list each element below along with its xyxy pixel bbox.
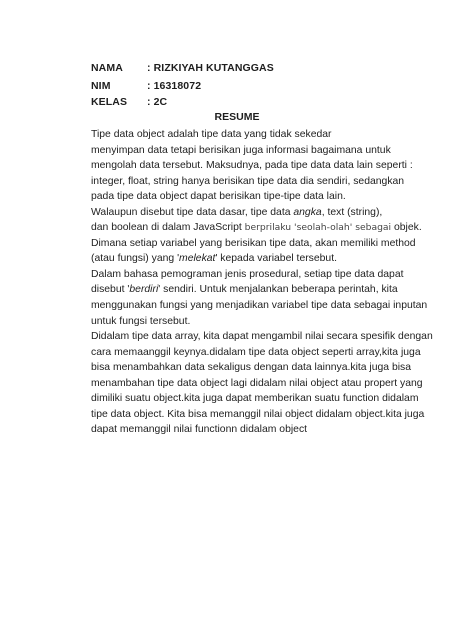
text-fragment: , text (string), xyxy=(321,206,383,218)
text-line: Dalam bahasa pemograman jenis prosedural, setiap tipe data dapat xyxy=(91,268,404,280)
text-line xyxy=(91,282,401,298)
page-title: RESUME xyxy=(214,111,260,123)
text-fragment: Walaupun disebut tipe data dasar, tipe data xyxy=(91,206,294,218)
alt-font-fragment: berprilaku 'seolah-olah' sebagai xyxy=(244,222,392,234)
kelas-value: : 2C xyxy=(147,96,168,108)
text-line: Dimana setiap variabel yang berisikan tipe data, akan memiliki method xyxy=(91,237,416,249)
text-line: untuk fungsi tersebut. xyxy=(91,315,191,327)
text-line xyxy=(91,205,401,221)
text-line: dimiliki suatu object.kita juga dapat memberikan suatu function didalam xyxy=(91,393,419,405)
nama-label: NAMA xyxy=(91,62,123,74)
text-fragment: (atau fungsi) yang ' xyxy=(91,253,180,265)
italic-word: melekat xyxy=(179,253,216,265)
text-line: menambahan tipe data object lagi didalam nilai object atau propert yang xyxy=(91,377,423,389)
italic-word: berdiri xyxy=(129,284,159,296)
text-line: mengolah data tersebut. Maksudnya, pada tipe data data lain seperti : xyxy=(91,160,413,172)
text-fragment: objek. xyxy=(391,222,422,234)
kelas-label: KELAS xyxy=(91,96,128,108)
text-fragment: disebut ' xyxy=(91,284,130,296)
text-line: dapat memanggil nilai functionn didalam object xyxy=(91,424,308,436)
text-line: menggunakan fungsi yang menjadikan variabel tipe data sebagai inputan xyxy=(91,300,428,312)
text-line: Tipe data object adalah tipe data yang tidak sekedar xyxy=(91,129,332,140)
text-line: tipe data object. Kita bisa memanggil nilai object didalam object.kita juga xyxy=(91,408,425,420)
italic-word: angka xyxy=(293,206,322,218)
text-line: cara memaanggil keynya.didalam tipe data object seperti array,kita juga xyxy=(91,346,421,358)
text-line: pada tipe data object dapat berisikan tipe-tipe data lain. xyxy=(91,191,346,203)
text-line: menyimpan data tetapi berisikan juga informasi bagaimana untuk xyxy=(91,144,391,156)
text-line xyxy=(91,251,401,267)
text-line: integer, float, string hanya berisikan tipe data dia sendiri, sedangkan xyxy=(91,175,405,187)
text-line: Didalam tipe data array, kita dapat mengambil nilai secara spesifik dengan xyxy=(91,331,433,343)
resume-body xyxy=(91,127,433,438)
text-fragment: ' kepada variabel tersebut. xyxy=(215,253,337,265)
text-line: bisa menambahkan data sekaligus dengan data lainnya.kita juga bisa xyxy=(91,362,412,374)
nim-label: NIM xyxy=(91,80,111,92)
text-fragment: dan boolean di dalam JavaScript xyxy=(91,222,245,234)
text-line xyxy=(91,220,422,236)
nama-value: : RIZKIYAH KUTANGGAS xyxy=(147,62,274,74)
text-fragment: ' sendiri. Untuk menjalankan beberapa perintah, kita xyxy=(158,284,398,296)
nim-value: : 16318072 xyxy=(147,80,202,92)
